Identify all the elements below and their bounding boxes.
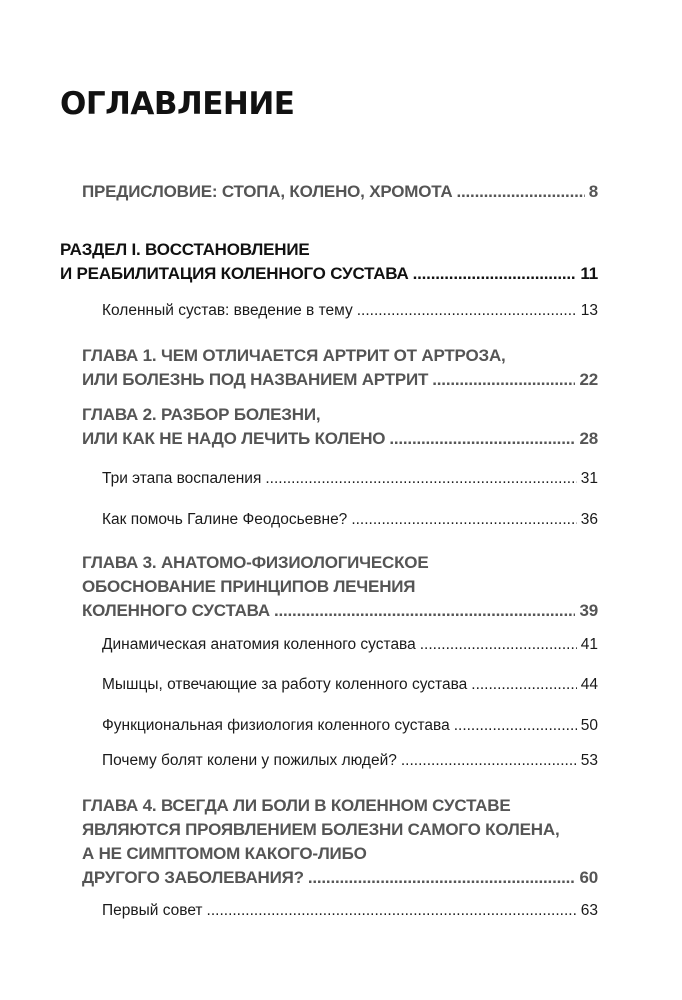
toc-page-number: 36 — [580, 511, 598, 528]
toc-entry-line-final — [102, 717, 598, 741]
toc-dot-leader — [357, 302, 577, 320]
toc-page-number: 28 — [579, 429, 598, 448]
toc-entry-line — [82, 405, 320, 429]
toc-dot-leader — [265, 470, 576, 488]
toc-page-number: 11 — [580, 264, 598, 283]
toc-entry-line-final — [102, 511, 598, 535]
toc-entry-line-final — [82, 429, 598, 453]
toc-entry-line-final — [82, 868, 598, 892]
toc-entry-title: ДРУГОГО ЗАБОЛЕВАНИЯ? — [82, 868, 304, 887]
toc-entry-line-final — [102, 676, 598, 700]
toc-entry-line — [82, 844, 367, 868]
toc-entry-line-final — [102, 752, 598, 776]
toc-page-number: 60 — [579, 868, 598, 887]
toc-entry-title: ИЛИ КАК НЕ НАДО ЛЕЧИТЬ КОЛЕНО — [82, 429, 386, 448]
toc-dot-leader — [389, 429, 575, 449]
toc-entry-title: Динамическая анатомия коленного сустава — [102, 636, 416, 653]
toc-page-number: 13 — [580, 302, 598, 319]
toc-dot-leader — [274, 601, 576, 621]
toc-entry-title: А НЕ СИМПТОМОМ КАКОГО-ЛИБО — [82, 844, 367, 863]
toc-entry-title: ОБОСНОВАНИЕ ПРИНЦИПОВ ЛЕЧЕНИЯ — [82, 577, 416, 596]
toc-entry-title: Первый совет — [102, 902, 203, 919]
toc-entry-line-final — [102, 470, 598, 494]
toc-entry-title: ГЛАВА 1. ЧЕМ ОТЛИЧАЕТСЯ АРТРИТ ОТ АРТРОЗА, — [82, 346, 506, 365]
toc-dot-leader — [454, 717, 577, 735]
toc-dot-leader — [456, 182, 584, 202]
toc-page-number: 50 — [580, 717, 598, 734]
toc-dot-leader — [207, 902, 577, 920]
page-title: ОГЛАВЛЕНИЕ — [60, 86, 295, 122]
toc-entry-title: ПРЕДИСЛОВИЕ: СТОПА, КОЛЕНО, ХРОМОТА — [82, 182, 453, 201]
toc-entry-title: Коленный сустав: введение в тему — [102, 302, 353, 319]
toc-entry-title: ГЛАВА 3. АНАТОМО-ФИЗИОЛОГИЧЕСКОЕ — [82, 553, 429, 572]
toc-dot-leader — [308, 868, 576, 888]
toc-entry-title: Функциональная физиология коленного сустава — [102, 717, 450, 734]
toc-page-number: 41 — [580, 636, 598, 653]
toc-entry-title: Мышцы, отвечающие за работу коленного сустава — [102, 676, 468, 693]
toc-entry-title: РАЗДЕЛ I. ВОССТАНОВЛЕНИЕ — [60, 240, 310, 259]
toc-entry-line — [82, 577, 415, 601]
toc-entry-line — [82, 346, 506, 370]
toc-entry-title: ГЛАВА 2. РАЗБОР БОЛЕЗНИ, — [82, 405, 321, 424]
toc-dot-leader — [471, 676, 576, 694]
toc-entry-line-final — [102, 902, 598, 926]
toc-entry-line — [60, 240, 310, 264]
toc-dot-leader — [432, 370, 575, 390]
toc-page-number: 8 — [588, 182, 598, 201]
toc-entry-title: И РЕАБИЛИТАЦИЯ КОЛЕННОГО СУСТАВА — [60, 264, 409, 283]
toc-entry-line-final — [60, 264, 598, 288]
toc-entry-title: Три этапа воспаления — [102, 470, 262, 487]
toc-entry-line — [82, 820, 559, 844]
toc-page-number: 44 — [580, 676, 598, 693]
toc-entry-line-final — [102, 636, 598, 660]
toc-entry-title: Как помочь Галине Феодосьевне? — [102, 511, 348, 528]
toc-entry-line — [82, 796, 510, 820]
toc-entry-line-final — [102, 302, 598, 326]
toc-entry-line-final — [82, 182, 598, 206]
toc-entry-line-final — [82, 370, 598, 394]
toc-entry-line-final — [82, 601, 598, 625]
toc-page-number: 53 — [580, 752, 598, 769]
toc-dot-leader — [413, 264, 577, 284]
toc-entry-title: ГЛАВА 4. ВСЕГДА ЛИ БОЛИ В КОЛЕННОМ СУСТАВЕ — [82, 796, 511, 815]
toc-entry-title: КОЛЕННОГО СУСТАВА — [82, 601, 270, 620]
toc-entry-line — [82, 553, 428, 577]
toc-entry-title: ИЛИ БОЛЕЗНЬ ПОД НАЗВАНИЕМ АРТРИТ — [82, 370, 429, 389]
toc-page-number: 22 — [579, 370, 598, 389]
toc-page-number: 39 — [579, 601, 598, 620]
toc-page-number: 31 — [580, 470, 598, 487]
toc-page-number: 63 — [580, 902, 598, 919]
toc-dot-leader — [420, 636, 577, 654]
toc-entry-title: Почему болят колени у пожилых людей? — [102, 752, 397, 769]
toc-dot-leader — [351, 511, 576, 529]
toc-dot-leader — [401, 752, 577, 770]
toc-entry-title: ЯВЛЯЮТСЯ ПРОЯВЛЕНИЕМ БОЛЕЗНИ САМОГО КОЛЕНА, — [82, 820, 560, 839]
